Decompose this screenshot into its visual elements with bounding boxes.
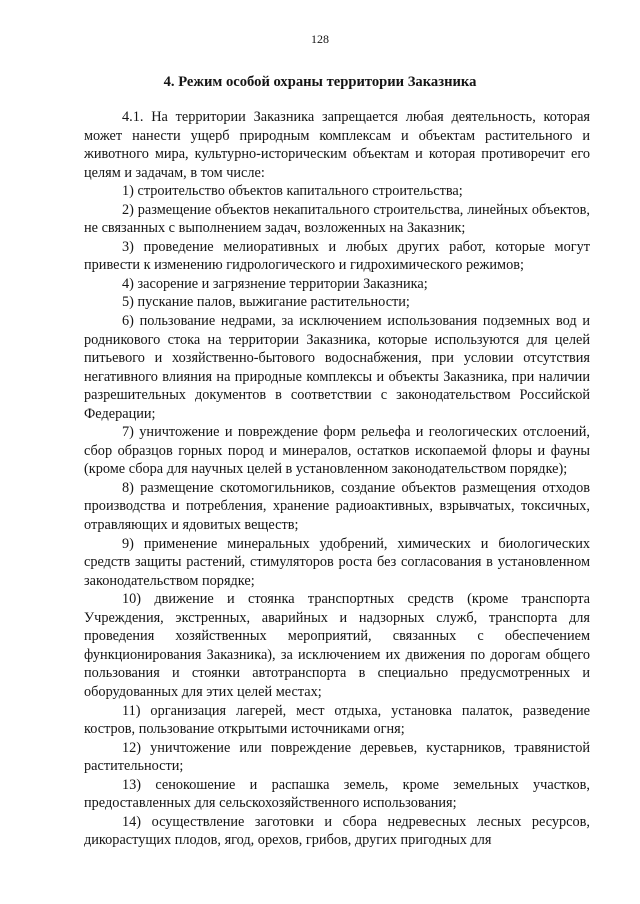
list-item-5: 5) пускание палов, выжигание растительности; [122, 294, 410, 311]
list-item-10: 10) движение и стоянка транспортных средств (кроме транспорта Учреждения, экстренных, аварийных и надзорных служб, транспорта для проведения хозяйственных мероприятий, связанных с обеспечением функционирования Заказника), за исключением их движения по дорогам общего пользования и стоянки автотранспорта в специально предусмотренных и оборудованных для этих целей местах; [84, 591, 590, 700]
list-item-12: 12) уничтожение или повреждение деревьев, кустарников, травянистой растительности; [84, 739, 590, 775]
list-item-13: 13) сенокошение и распашка земель, кроме земельных участков, предоставленных для сельскохозяйственного использования; [84, 776, 590, 812]
paragraph-intro: 4.1. На территории Заказника запрещается любая деятельность, которая может нанести ущерб природным комплексам и объектам растительного и животного мира, культурно-историческим объектам и которая противоречит его целям и задачам, в том числе: [84, 109, 590, 181]
list-item-7: 7) уничтожение и повреждение форм рельефа и геологических отслоений, сбор образцов горных пород и минералов, остатков ископаемой флоры и фауны (кроме сбора для научных целей в установленном законодательством порядке); [84, 424, 590, 478]
list-item-14: 14) осуществление заготовки и сбора недревесных лесных ресурсов, дикорастущих плодов, ягод, орехов, грибов, других пригодных для [84, 813, 590, 849]
list-item-4: 4) засорение и загрязнение территории Заказника; [122, 275, 428, 292]
list-item-9: 9) применение минеральных удобрений, химических и биологических средств защиты растений, стимуляторов роста без согласования в установленном законодательством порядке; [84, 535, 590, 589]
list-item-6: 6) пользование недрами, за исключением использования подземных вод и родникового стока на территории Заказника, которые используются для целей питьевого и хозяйственно-бытового водоснабжения, при условии отсутствия негативного влияния на природные комплексы и объекты Заказника, при наличии разрешительных документов в соответствии с законодательством Российской Федерации; [84, 313, 590, 422]
section-title: 4. Режим особой охраны территории Заказника [163, 74, 477, 90]
list-item-1: 1) строительство объектов капитального строительства; [122, 183, 463, 200]
page-number: 128 [311, 32, 329, 46]
list-item-3: 3) проведение мелиоративных и любых других работ, которые могут привести к изменению гидрологического и гидрохимического режимов; [84, 238, 590, 274]
list-item-8: 8) размещение скотомогильников, создание объектов размещения отходов производства и потребления, хранение радиоактивных, взрывчатых, токсичных, отравляющих и ядовитых веществ; [84, 479, 590, 534]
body-text [84, 108, 590, 850]
list-item-2: 2) размещение объектов некапитального строительства, линейных объектов, не связанных с выполнением задач, возложенных на Заказник; [84, 201, 590, 237]
list-item-11: 11) организация лагерей, мест отдыха, установка палаток, разведение костров, пользование открытыми источниками огня; [84, 702, 590, 738]
